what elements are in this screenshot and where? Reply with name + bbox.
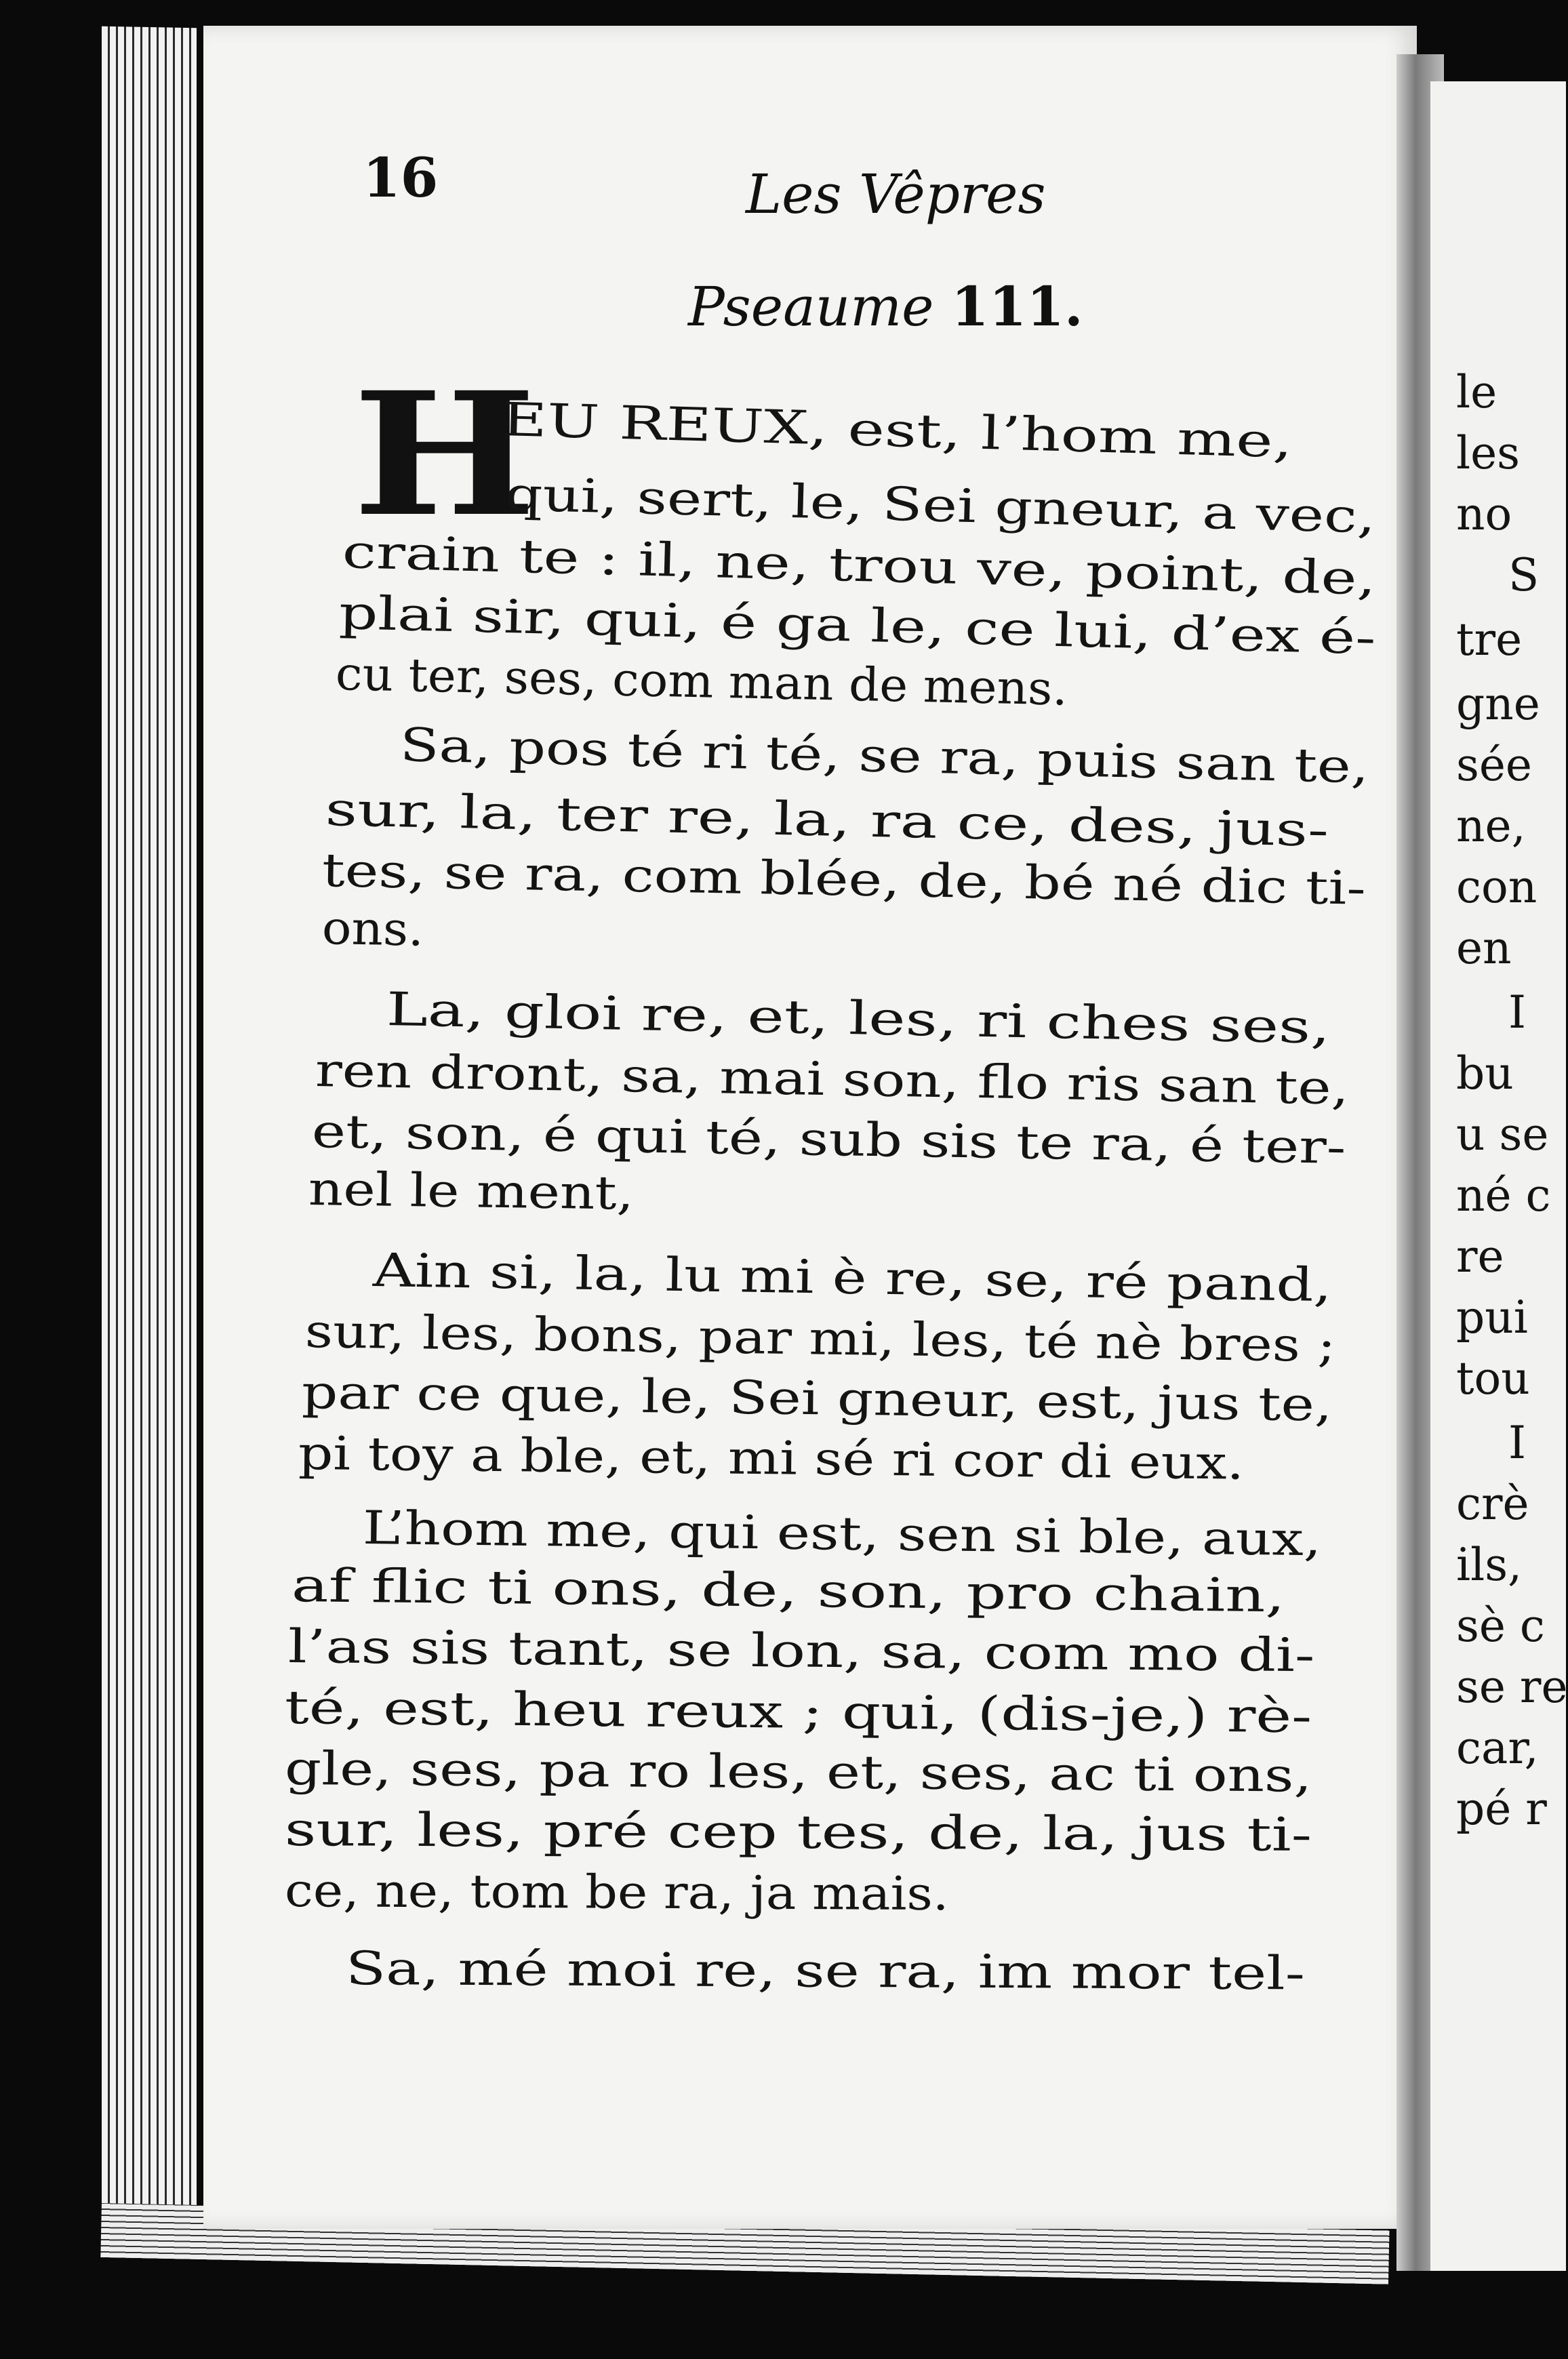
facing-page-line: tou	[1456, 1352, 1530, 1405]
text-line: EU REUX, est, l’hom me,	[500, 393, 1293, 469]
facing-page-line: le	[1456, 366, 1497, 418]
text-line: ons.	[321, 902, 424, 957]
text-line: et, son, é qui té, sub sis te ra, é ter-	[311, 1105, 1347, 1175]
facing-page-line: re	[1456, 1230, 1504, 1283]
facing-page-line: no	[1456, 488, 1512, 540]
text-line: Sa, mé moi re, se ra, im mor tel-	[345, 1942, 1306, 2001]
text-line: sur, la, ter re, la, ra ce, des, jus-	[325, 783, 1329, 858]
facing-page-line: S	[1508, 549, 1540, 601]
drop-cap: H	[353, 355, 537, 554]
text-line: cu ter, ses, com man de mens.	[335, 647, 1068, 717]
facing-page-line: ne,	[1456, 800, 1526, 852]
text-line: L’hom me, qui est, sen si ble, aux,	[362, 1501, 1322, 1567]
facing-page-line: pui	[1456, 1291, 1528, 1344]
text-line: l’as sis tant, se lon, sa, com mo di-	[287, 1620, 1315, 1683]
facing-page-line: I	[1508, 1417, 1527, 1469]
text-line: tes, se ra, com blée, de, bé né dic ti-	[321, 844, 1367, 916]
text-line: Ain si, la, lu mi è re, se, ré pand,	[372, 1244, 1333, 1313]
facing-page-line: se re	[1456, 1661, 1568, 1713]
text-line: qui, sert, le, Sei gneur, a vec,	[504, 468, 1377, 544]
facing-page-line: né c	[1456, 1169, 1551, 1222]
text-line: par ce que, le, Sei gneur, est, jus te,	[301, 1366, 1333, 1432]
text-line: sur, les, pré cep tes, de, la, jus ti-	[284, 1803, 1312, 1862]
facing-page-line: crè	[1456, 1478, 1529, 1530]
facing-page-line: ils,	[1456, 1539, 1523, 1591]
psalm-heading	[688, 275, 1083, 338]
text-line: af flic ti ons, de, son, pro chain,	[291, 1559, 1286, 1624]
text-line: sur, les, bons, par mi, les, té nè bres ;	[304, 1305, 1336, 1373]
text-line: pi toy a ble, et, mi sé ri cor di eux.	[298, 1427, 1245, 1491]
facing-page-line: pé r	[1456, 1783, 1547, 1835]
text-line: gle, ses, pa ro les, et, ses, ac ti ons,	[284, 1742, 1312, 1803]
text-line: La, gloi re, et, les, ri ches ses,	[386, 983, 1331, 1055]
page-number: 16	[363, 146, 439, 209]
text-line: té, est, heu reux ; qui, (dis-je,) rè-	[284, 1681, 1312, 1744]
facing-page-line: gne	[1456, 678, 1540, 730]
facing-page-line: bu	[1456, 1047, 1514, 1100]
running-head: Les Vêpres	[746, 163, 1046, 226]
text-line: ce, ne, tom be ra, ja mais.	[284, 1864, 949, 1922]
facing-page-line: con	[1456, 861, 1537, 913]
facing-page-line: sè c	[1456, 1600, 1545, 1652]
facing-page-line: en	[1456, 922, 1512, 974]
text-line: Sa, pos té ri té, se ra, puis san te,	[399, 719, 1370, 794]
facing-page-line: I	[1508, 986, 1527, 1039]
text-line: ren dront, sa, mai son, flo ris san te,	[315, 1044, 1350, 1116]
text-line: crain te : il, ne, trou ve, point, de,	[341, 525, 1377, 606]
facing-page-line: car,	[1456, 1722, 1539, 1774]
text-line: nel le ment,	[308, 1163, 635, 1221]
facing-page-line: u se	[1456, 1108, 1549, 1161]
facing-page-line: tre	[1456, 613, 1523, 666]
psalm-heading-number: 111.	[950, 275, 1083, 338]
psalm-heading-word: Pseaume	[688, 275, 934, 338]
text-line: plai sir, qui, é ga le, ce lui, d’ex é-	[338, 586, 1377, 666]
page-edges-left	[102, 26, 197, 2217]
facing-page-line: sée	[1456, 739, 1532, 791]
facing-page-line: les	[1456, 427, 1521, 479]
